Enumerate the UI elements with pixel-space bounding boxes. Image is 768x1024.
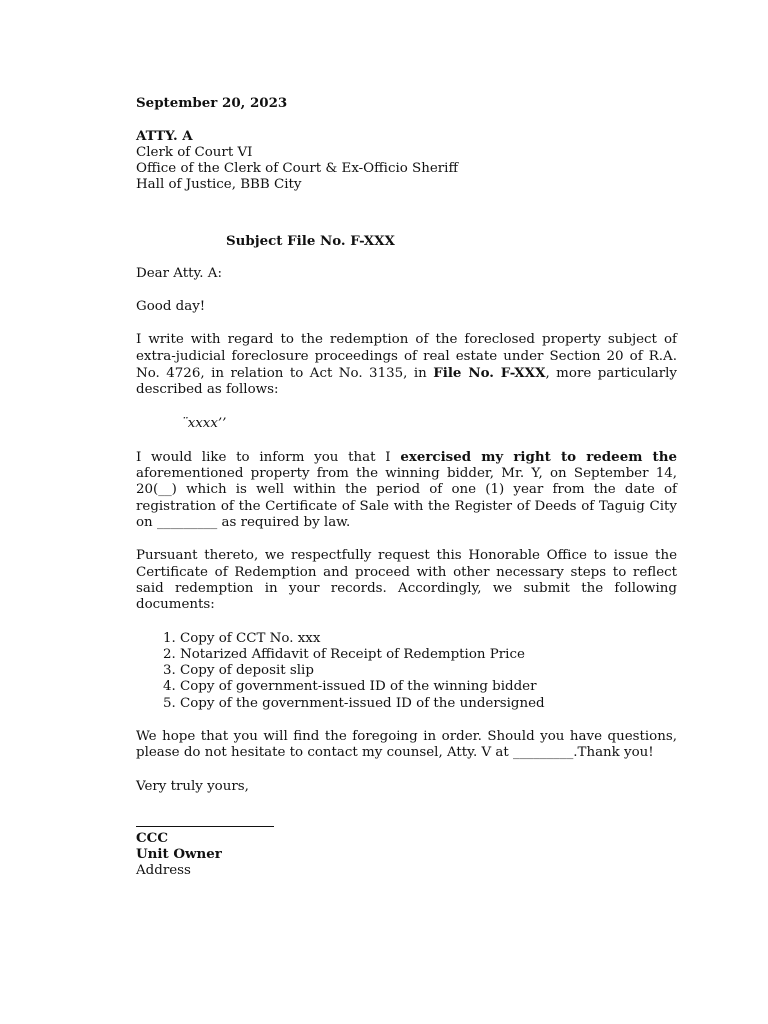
list-item: 1. Copy of CCT No. xxx — [180, 631, 677, 647]
paragraph1-file-number: File No. F-XXX — [433, 364, 546, 381]
recipient-office: Office of the Clerk of Court & Ex-Officio Sheriff — [136, 160, 458, 176]
letter — [136, 95, 677, 879]
paragraph2-text-a: I would like to inform you that I — [136, 449, 401, 465]
paragraph1-text-b: , more particularly described as follows: — [136, 365, 677, 398]
paragraph-request: Pursuant thereto, we respectfully request this Honorable Office to issue the Certificate of Redemption and proceed with other necessary steps to reflect said redemption in your records. Accordingly, we submit the following documents: — [136, 548, 677, 613]
signatory-name: CCC — [136, 829, 168, 846]
salutation: Dear Atty. A: — [136, 265, 222, 281]
list-item: 2. Notarized Affidavit of Receipt of Redemption Price — [180, 647, 677, 663]
signatory-title: Unit Owner — [136, 846, 222, 863]
greeting: Good day! — [136, 299, 206, 315]
letter-date: September 20, 2023 — [136, 95, 288, 111]
paragraph1-text-a: I write with regard to the redemption of the foreclosed property subject of extra-judicial foreclosure proceedings of real estate under Section 20 of R.A. No. 4726, in relation to Act No. 3135, in — [136, 332, 677, 381]
paragraph-right-to-redeem — [136, 449, 677, 531]
signatory-address: Address — [136, 862, 191, 878]
paragraph-closing-remarks: We hope that you will find the foregoing in order. Should you have questions, please do not hesitate to contact my counsel, Atty. V at _________.Thank you! — [136, 729, 677, 761]
list-item: 5. Copy of the government-issued ID of the undersigned — [180, 696, 677, 712]
signature-block — [136, 830, 677, 879]
signature-line — [136, 815, 274, 827]
recipient-name: ATTY. A — [136, 128, 193, 145]
complimentary-close: Very truly yours, — [136, 778, 249, 794]
recipient-block — [136, 128, 677, 193]
list-item: 3. Copy of deposit slip — [180, 663, 677, 679]
property-description-quote: ¨xxxx’’ — [181, 415, 227, 431]
recipient-location: Hall of Justice, BBB City — [136, 177, 302, 193]
paragraph-redemption-intro — [136, 332, 677, 398]
documents-list — [136, 631, 677, 712]
list-item: 4. Copy of government-issued ID of the winning bidder — [180, 679, 677, 695]
paragraph2-text-b: aforementioned property from the winning bidder, Mr. Y, on September 14, 20(__) which is well within the period of one (1) year from the date of registration of the Certificate of Sale with the Register of Deeds of Taguig City on _________ as required by law. — [136, 466, 677, 531]
recipient-position: Clerk of Court VI — [136, 144, 253, 160]
subject-line: Subject File No. F-XXX — [226, 233, 395, 250]
paragraph2-emphasis: exercised my right to redeem the — [400, 448, 677, 465]
